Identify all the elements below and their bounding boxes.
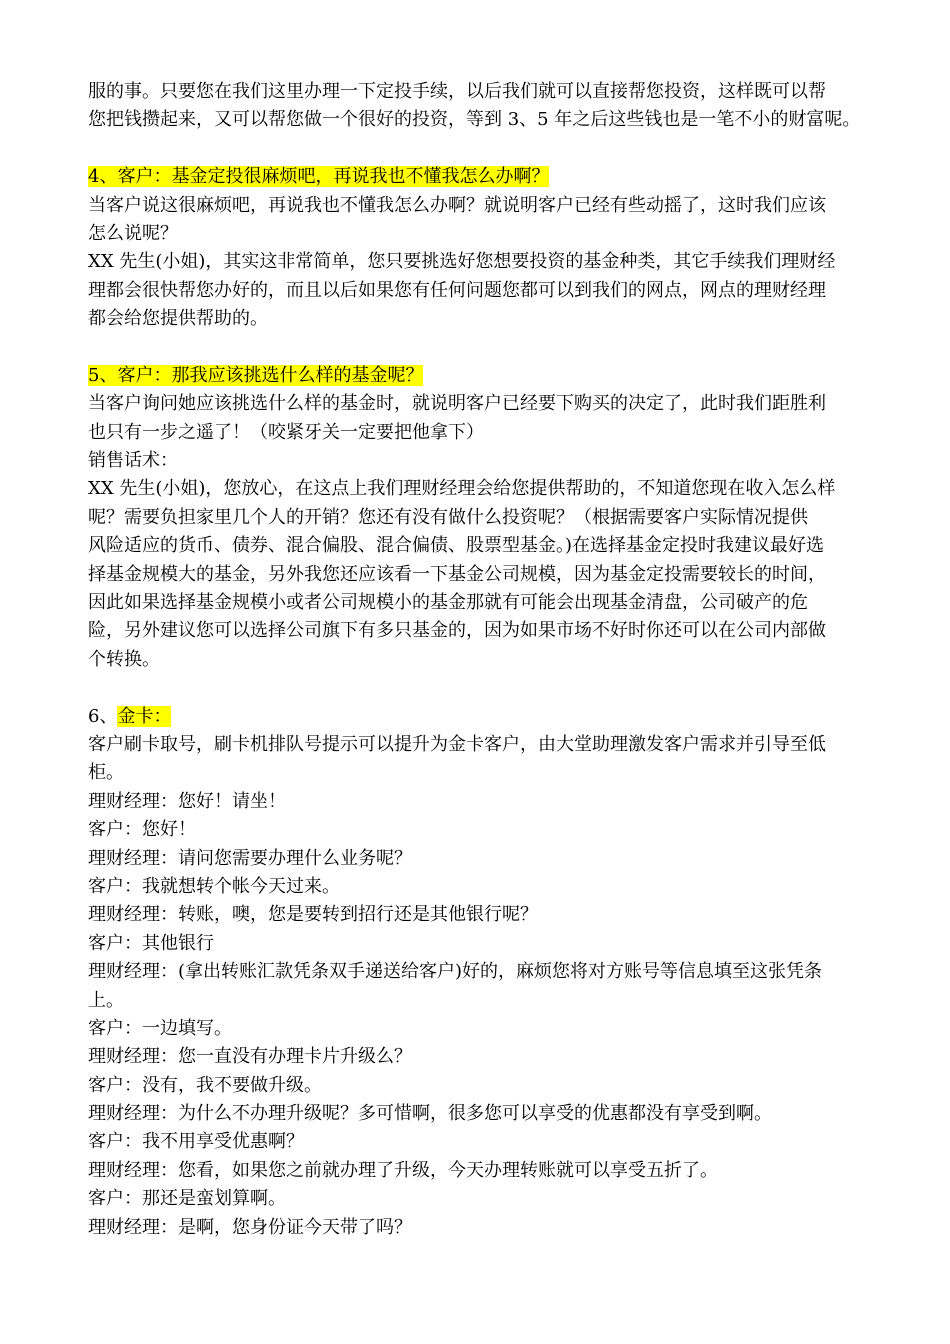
paragraph-spacer (88, 135, 868, 163)
dialogue-line: 客户：其他银行 (88, 932, 214, 954)
body-line: XX 先生(小姐)，其实这非常简单，您只要挑选好您想要投资的基金种类，其它手续我们理财经 (88, 251, 836, 273)
section-4-heading (88, 163, 868, 191)
dialogue-line: 理财经理：转账，噢，您是要转到招行还是其他银行呢？ (88, 904, 538, 926)
dialogue-line: 理财经理：请问您需要办理什么业务呢？ (88, 847, 412, 869)
body-line: 风险适应的货币、债券、混合偏股、混合偏债、股票型基金。)在选择基金定投时我建议最好选 (88, 535, 825, 557)
body-line: 客户刷卡取号，刷卡机排队号提示可以提升为金卡客户，由大堂助理激发客户需求并引导至低 (88, 733, 826, 755)
body-line: 当客户询问她应该挑选什么样的基金时，就说明客户已经要下购买的决定了，此时我们距胜利 (88, 393, 826, 415)
body-line: 择基金规模大的基金，另外我您还应该看一下基金公司规模，因为基金定投需要较长的时间， (88, 563, 826, 585)
dialogue-line: 客户：那还是蛮划算啊。 (88, 1188, 286, 1210)
highlighted-heading-text: 5、客户：那我应该挑选什么样的基金呢？ (88, 364, 424, 386)
body-line: 柜。 (88, 762, 124, 784)
highlighted-heading-text: 4、客户：基金定投很麻烦吧，再说我也不懂我怎么办啊？ (88, 166, 550, 188)
dialogue-line: 客户：您好！ (88, 819, 196, 841)
dialogue-line: 客户：一边填写。 (88, 1017, 232, 1039)
section-5-heading (88, 362, 868, 390)
section-6-heading (88, 703, 868, 731)
dialogue-line: 理财经理：您看，如果您之前就办理了升级，今天办理转账就可以享受五折了。 (88, 1159, 718, 1181)
dialogue-line: 理财经理：您好！请坐！ (88, 790, 286, 812)
body-line: 您把钱攒起来，又可以帮您做一个很好的投资，等到 3、5 年之后这些钱也是一笔不小的财富呢。 (88, 109, 861, 131)
dialogue-line: 客户：我就想转个帐今天过来。 (88, 875, 340, 897)
body-line: XX 先生(小姐)，您放心，在这点上我们理财经理会给您提供帮助的，不知道您现在收入怎么样 (88, 478, 836, 500)
sales-script-label: 销售话术： (88, 450, 178, 472)
document-body (88, 78, 868, 1242)
body-line: 因此如果选择基金规模小或者公司规模小的基金那就有可能会出现基金清盘，公司破产的危 (88, 592, 808, 614)
body-line: 怎么说呢？ (88, 222, 178, 244)
dialogue-line: 理财经理：您一直没有办理卡片升级么？ (88, 1046, 412, 1068)
dialogue-line: 客户：没有，我不要做升级。 (88, 1074, 322, 1096)
body-line: 理都会很快帮您办好的，而且以后如果您有任何问题您都可以到我们的网点，网点的理财经理 (88, 279, 826, 301)
dialogue-line: 上。 (88, 989, 124, 1011)
heading-number: 6、 (88, 705, 118, 727)
body-line: 呢？需要负担家里几个人的开销？您还有没有做什么投资呢？（根据需要客户实际情况提供 (88, 506, 808, 528)
dialogue-line: 理财经理：(拿出转账汇款凭条双手递送给客户)好的，麻烦您将对方账号等信息填至这张凭条 (88, 961, 823, 983)
highlighted-heading-text: 金卡： (117, 705, 172, 727)
paragraph-spacer (88, 334, 868, 362)
dialogue-line: 理财经理：是啊，您身份证今天带了吗？ (88, 1216, 412, 1238)
body-line: 当客户说这很麻烦吧，再说我也不懂我怎么办啊？就说明客户已经有些动摇了，这时我们应该 (88, 194, 826, 216)
body-line: 也只有一步之遥了！（咬紧牙关一定要把他拿下） (88, 421, 484, 443)
dialogue-line: 客户：我不用享受优惠啊？ (88, 1131, 304, 1153)
body-line: 险，另外建议您可以选择公司旗下有多只基金的，因为如果市场不好时你还可以在公司内部做 (88, 620, 826, 642)
paragraph-spacer (88, 674, 868, 702)
body-line: 都会给您提供帮助的。 (88, 308, 268, 330)
body-line: 服的事。只要您在我们这里办理一下定投手续，以后我们就可以直接帮您投资，这样既可以帮 (88, 81, 826, 102)
dialogue-line: 理财经理：为什么不办理升级呢？多可惜啊，很多您可以享受的优惠都没有享受到啊。 (88, 1103, 772, 1125)
body-line: 个转换。 (88, 648, 160, 670)
